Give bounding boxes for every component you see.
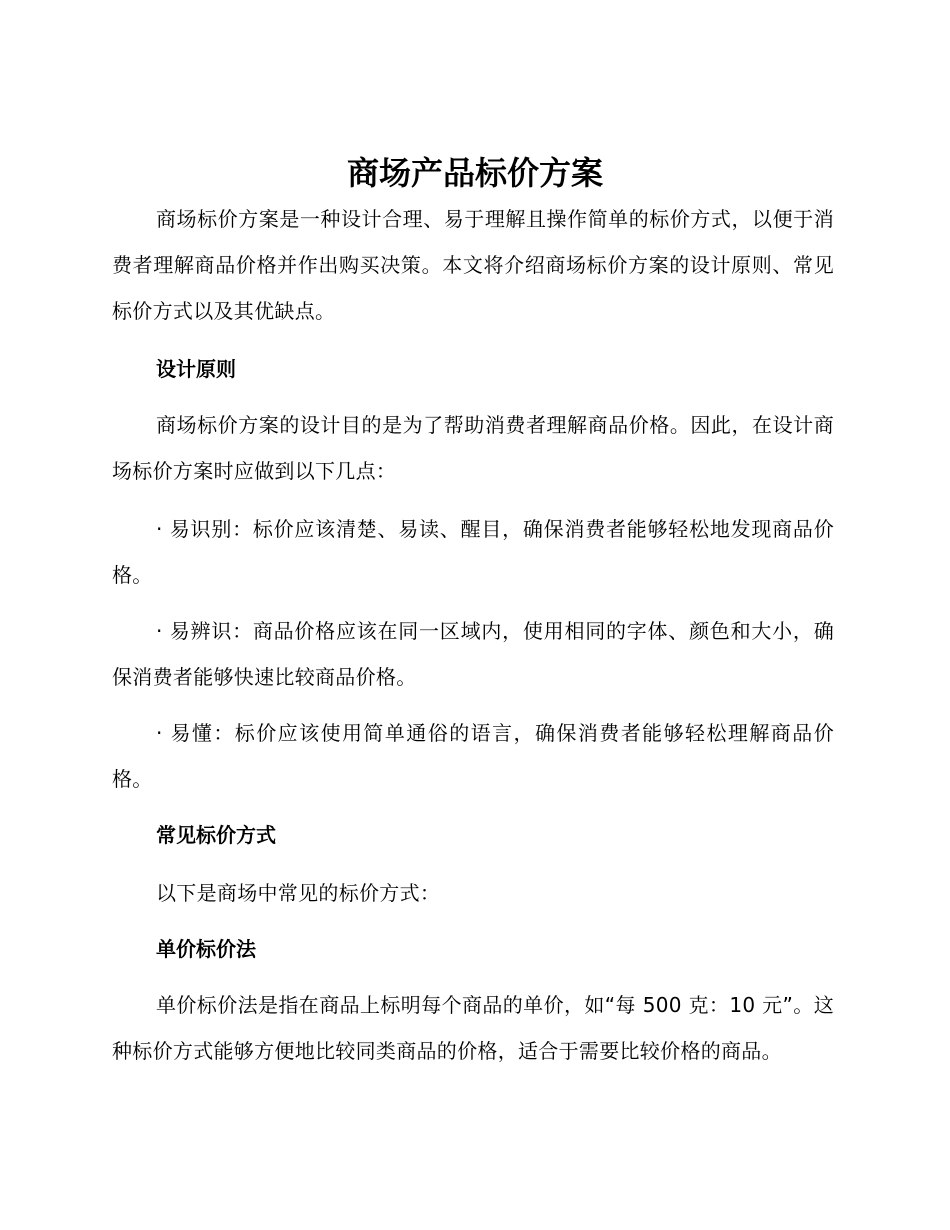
bullet-easy-understand: · 易懂：标价应该使用简单通俗的语言，确保消费者能够轻松理解商品价格。 [112, 721, 834, 791]
heading-common-methods: 常见标价方式 [156, 823, 276, 847]
design-principles-paragraph: 商场标价方案的设计目的是为了帮助消费者理解商品价格。因此，在设计商场标价方案时应做到以下几点： [112, 413, 834, 483]
bullet-easy-recognize: · 易识别：标价应该清楚、易读、醒目，确保消费者能够轻松地发现商品价格。 [112, 517, 834, 587]
document-title: 商场产品标价方案 [346, 154, 603, 192]
heading-unit-price-method: 单价标价法 [156, 937, 256, 961]
common-methods-paragraph: 以下是商场中常见的标价方式： [156, 881, 441, 905]
unit-price-paragraph: 单价标价法是指在商品上标明每个商品的单价，如“每 500 克：10 元”。这种标价方式能够方便地比较同类商品的价格，适合于需要比较价格的商品。 [112, 993, 834, 1063]
intro-paragraph: 商场标价方案是一种设计合理、易于理解且操作简单的标价方式，以便于消费者理解商品价格并作出购买决策。本文将介绍商场标价方案的设计原则、常见标价方式以及其优缺点。 [112, 207, 834, 323]
heading-design-principles: 设计原则 [156, 357, 236, 381]
bullet-easy-distinguish: · 易辨识：商品价格应该在同一区域内，使用相同的字体、颜色和大小，确保消费者能够快速比较商品价格。 [112, 619, 834, 689]
